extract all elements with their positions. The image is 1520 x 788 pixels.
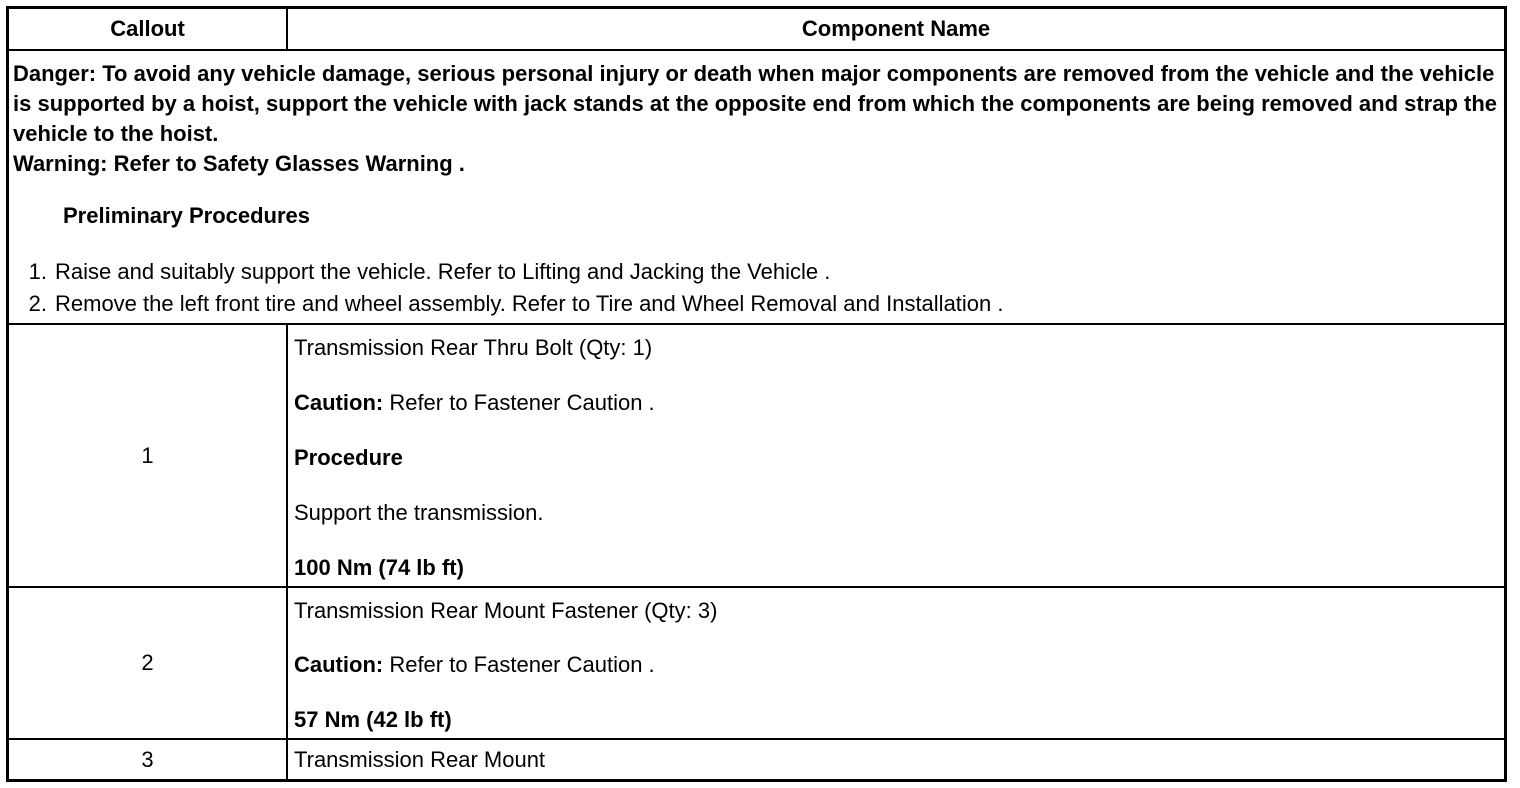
preliminary-step — [9, 291, 1004, 317]
table-row — [9, 740, 1504, 779]
caution-line — [294, 652, 655, 678]
callout-column-header: Callout — [9, 9, 288, 49]
table-row — [9, 325, 1504, 588]
step-text: Raise and suitably support the vehicle. Refer to Lifting and Jacking the Vehicle . — [55, 259, 831, 284]
step-text: Remove the left front tire and wheel assembly. Refer to Tire and Wheel Removal and Installation . — [55, 291, 1004, 316]
torque-spec: 57 Nm (42 lb ft) — [294, 707, 452, 732]
torque-spec: 100 Nm (74 lb ft) — [294, 555, 464, 580]
danger-notice: Danger: To avoid any vehicle damage, serious personal injury or death when major components are removed from the vehicle and the vehicle is supported by a hoist, support the vehicle with jack stands at the opposite end from which the components are being removed and strap the vehicle to the hoist. — [13, 61, 1498, 146]
step-number: 1. — [28, 259, 47, 284]
caution-label: Caution: — [294, 390, 384, 415]
preliminary-step — [9, 259, 830, 285]
component-name-column-header: Component Name — [801, 16, 991, 41]
procedure-table — [6, 6, 1507, 782]
caution-text: Refer to Fastener Caution . — [383, 390, 655, 415]
safety-notices — [13, 59, 1498, 179]
caution-text: Refer to Fastener Caution . — [383, 652, 655, 677]
caution-line — [294, 390, 655, 416]
procedure-text: Support the transmission. — [294, 500, 544, 525]
procedure-title: Procedure — [294, 445, 403, 470]
component-name: Transmission Rear Mount Fastener (Qty: 3) — [294, 598, 718, 623]
callout-number: 1 — [9, 325, 288, 586]
callout-number: 2 — [9, 588, 288, 738]
preliminary-procedures-title: Preliminary Procedures — [63, 203, 311, 228]
table-header-row — [9, 9, 1504, 51]
warning-notice: Warning: Refer to Safety Glasses Warning . — [13, 151, 465, 176]
table-row — [9, 588, 1504, 740]
component-cell — [288, 588, 1504, 738]
component-name: Transmission Rear Mount — [294, 747, 546, 772]
component-name: Transmission Rear Thru Bolt (Qty: 1) — [294, 335, 653, 360]
step-number: 2. — [28, 291, 47, 316]
caution-label: Caution: — [294, 652, 384, 677]
callout-number: 3 — [9, 740, 288, 779]
component-cell — [288, 325, 1504, 586]
notice-row — [9, 51, 1504, 325]
component-cell — [288, 740, 1504, 779]
